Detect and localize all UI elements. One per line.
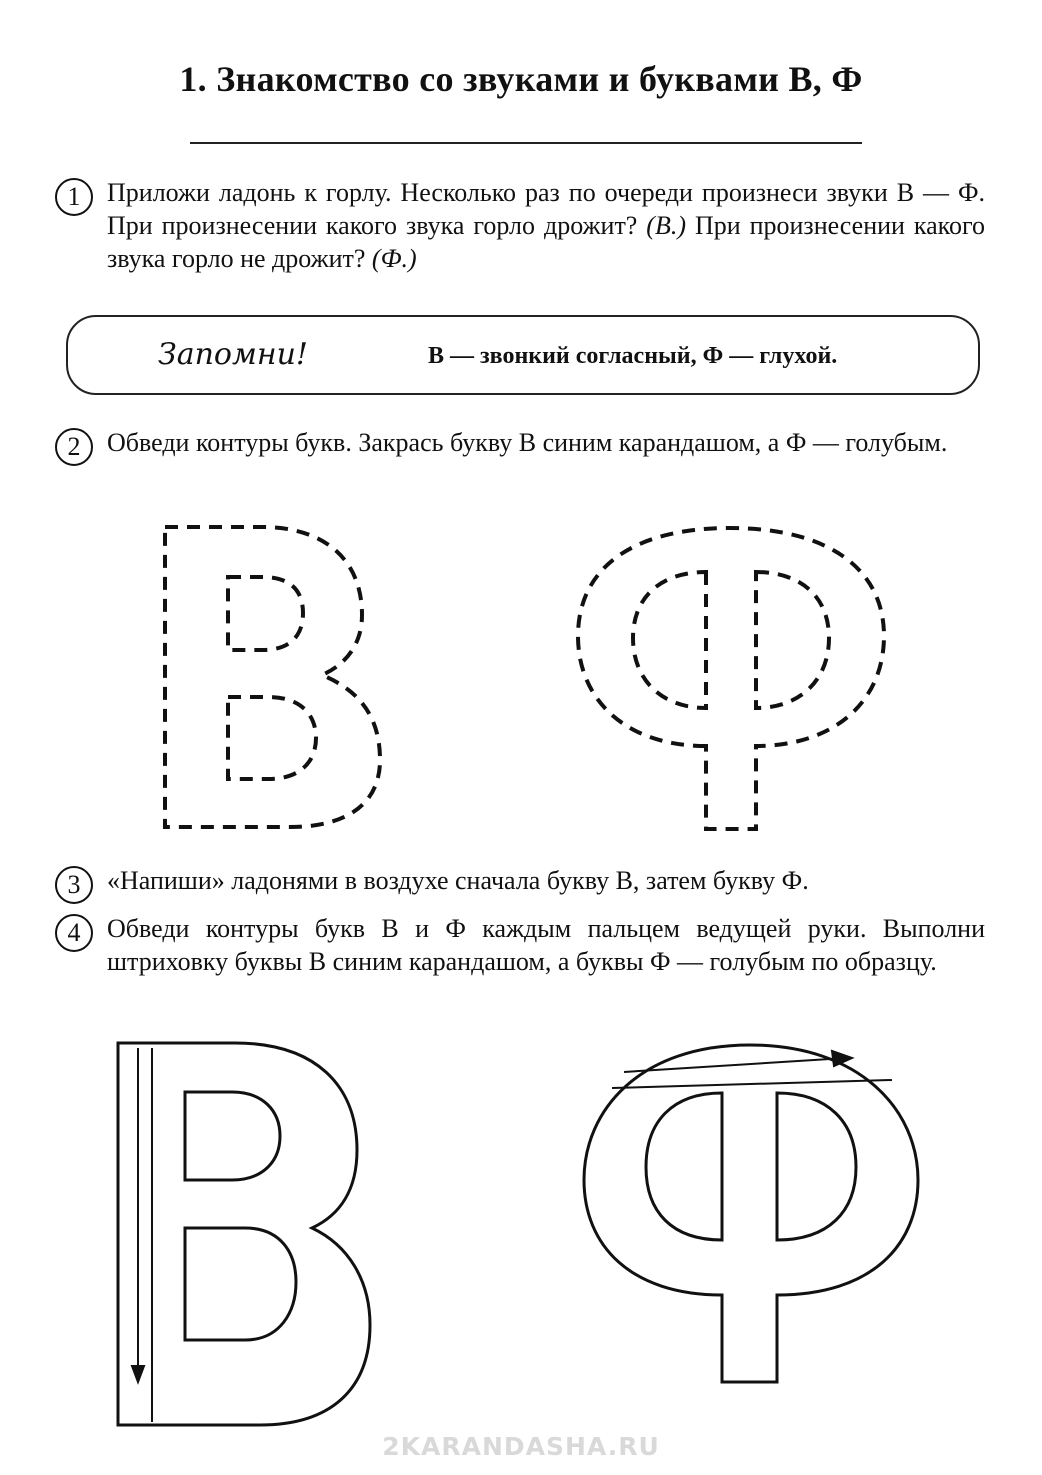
remember-label: Запомни! <box>158 337 308 372</box>
dashed-f-right-counter <box>756 572 829 708</box>
outlined-v-outline <box>118 1043 370 1425</box>
watermark: 2KARANDASHA.RU <box>382 1432 660 1461</box>
outlined-letter-v <box>118 1043 370 1425</box>
hatch-line-f-2 <box>612 1080 892 1088</box>
task-number-2: 2 <box>55 428 93 466</box>
dashed-v-lower-counter <box>228 697 316 779</box>
task-1-question-2: При произнесении какого звука горло не дрожит? <box>107 211 985 273</box>
outlined-f-left-counter <box>646 1093 722 1240</box>
task-2-text: Обведи контуры букв. Закрась букву В синим карандашом, а Ф — голубым. <box>107 428 948 457</box>
task-1-answer-2: (Ф.) <box>371 244 417 273</box>
dashed-letter-v <box>165 527 380 827</box>
task-number-3: 3 <box>55 866 93 904</box>
dashed-f-outline <box>578 528 884 829</box>
task-1-question: Приложи ладонь к горлу. Несколько раз по очереди произнеси звуки В — Ф. При произнесении какого звука горло дрожит? <box>107 178 985 240</box>
page-title: 1. Знакомство со звуками и буквами В, Ф <box>179 59 863 99</box>
dashed-letter-f <box>578 528 884 829</box>
outlined-f-outline <box>584 1045 918 1382</box>
dashed-v-upper-counter <box>228 577 303 650</box>
hatch-sample-v <box>132 1048 152 1422</box>
task-number-1: 1 <box>55 178 93 216</box>
task-1-answer-1: (В.) <box>646 211 686 240</box>
hatch-arrow-v-icon <box>132 1366 144 1382</box>
outlined-f-right-counter <box>777 1093 856 1240</box>
outlined-letter-f <box>584 1045 918 1382</box>
remember-text: В — звонкий согласный, Ф — глухой. <box>428 343 838 369</box>
outlined-v-upper-counter <box>185 1092 280 1180</box>
task-number-4: 4 <box>55 914 93 952</box>
task-4-text: Обведи контуры букв В и Ф каждым пальцем ведущей руки. Выполни штриховку буквы В синим карандашом, а буквы Ф — голубым по образцу. <box>107 914 985 976</box>
task-3-text: «Напиши» ладонями в воздухе сначала букву В, затем букву Ф. <box>107 866 809 895</box>
dashed-v-outline <box>165 527 380 827</box>
dashed-f-left-counter <box>633 572 706 708</box>
outlined-v-lower-counter <box>185 1228 296 1340</box>
